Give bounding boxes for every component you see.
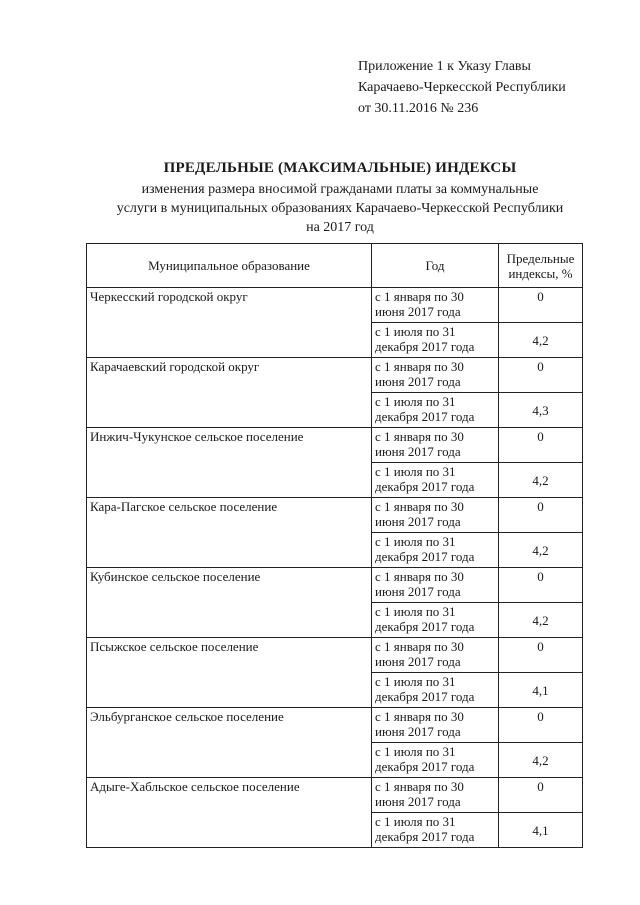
period-second-half: с 1 июля по 31 декабря 2017 года — [372, 393, 499, 428]
subtitle-line-1: изменения размера вносимой гражданами платы за коммунальные — [141, 182, 539, 197]
index-value: 0 — [499, 708, 583, 743]
indices-table — [86, 243, 583, 848]
header-index: Предельные индексы, % — [499, 244, 583, 288]
period-second-half: с 1 июля по 31 декабря 2017 года — [372, 323, 499, 358]
appendix-line-1: Приложение 1 к Указу Главы — [358, 59, 531, 74]
index-value: 4,2 — [499, 533, 583, 568]
index-value: 4,2 — [499, 323, 583, 358]
index-value: 0 — [499, 638, 583, 673]
municipality-name: Черкесский городской округ — [87, 288, 372, 358]
table-header-row — [87, 244, 583, 288]
municipality-name: Эльбурганское сельское поселение — [87, 708, 372, 778]
table-row — [87, 428, 583, 463]
municipality-name: Адыге-Хабльское сельское поселение — [87, 778, 372, 848]
subtitle-line-3: на 2017 год — [306, 220, 374, 235]
index-value: 0 — [499, 358, 583, 393]
index-value: 0 — [499, 568, 583, 603]
table-row — [87, 358, 583, 393]
municipality-name: Псыжское сельское поселение — [87, 638, 372, 708]
period-first-half: с 1 января по 30 июня 2017 года — [372, 638, 499, 673]
period-second-half: с 1 июля по 31 декабря 2017 года — [372, 533, 499, 568]
period-first-half: с 1 января по 30 июня 2017 года — [372, 288, 499, 323]
municipality-name: Кара-Пагское сельское поселение — [87, 498, 372, 568]
index-value: 0 — [499, 428, 583, 463]
period-second-half: с 1 июля по 31 декабря 2017 года — [372, 743, 499, 778]
table-row — [87, 778, 583, 813]
index-value: 4,2 — [499, 743, 583, 778]
municipality-name: Кубинское сельское поселение — [87, 568, 372, 638]
period-second-half: с 1 июля по 31 декабря 2017 года — [372, 463, 499, 498]
appendix-header — [358, 56, 566, 119]
municipality-name: Карачаевский городской округ — [87, 358, 372, 428]
table-row — [87, 638, 583, 673]
table-row — [87, 498, 583, 533]
table-row — [87, 568, 583, 603]
index-value: 4,3 — [499, 393, 583, 428]
header-year: Год — [372, 244, 499, 288]
period-first-half: с 1 января по 30 июня 2017 года — [372, 778, 499, 813]
period-second-half: с 1 июля по 31 декабря 2017 года — [372, 813, 499, 848]
index-value: 4,1 — [499, 673, 583, 708]
index-value: 4,2 — [499, 463, 583, 498]
period-first-half: с 1 января по 30 июня 2017 года — [372, 358, 499, 393]
index-value: 4,2 — [499, 603, 583, 638]
period-first-half: с 1 января по 30 июня 2017 года — [372, 708, 499, 743]
index-value: 0 — [499, 498, 583, 533]
index-value: 4,1 — [499, 813, 583, 848]
appendix-line-3: от 30.11.2016 № 236 — [358, 101, 479, 116]
appendix-line-2: Карачаево-Черкесской Республики — [358, 80, 566, 95]
period-first-half: с 1 января по 30 июня 2017 года — [372, 428, 499, 463]
period-first-half: с 1 января по 30 июня 2017 года — [372, 498, 499, 533]
document-title: ПРЕДЕЛЬНЫЕ (МАКСИМАЛЬНЫЕ) ИНДЕКСЫ — [163, 160, 517, 176]
document-subtitle — [60, 180, 620, 237]
header-municipality: Муниципальное образование — [87, 244, 372, 288]
table-row — [87, 288, 583, 323]
subtitle-line-2: услуги в муниципальных образованиях Карачаево-Черкесской Республики — [116, 201, 564, 216]
table-row — [87, 708, 583, 743]
table-body — [87, 288, 583, 848]
index-value: 0 — [499, 288, 583, 323]
period-second-half: с 1 июля по 31 декабря 2017 года — [372, 673, 499, 708]
index-value: 0 — [499, 778, 583, 813]
municipality-name: Инжич-Чукунское сельское поселение — [87, 428, 372, 498]
period-first-half: с 1 января по 30 июня 2017 года — [372, 568, 499, 603]
period-second-half: с 1 июля по 31 декабря 2017 года — [372, 603, 499, 638]
